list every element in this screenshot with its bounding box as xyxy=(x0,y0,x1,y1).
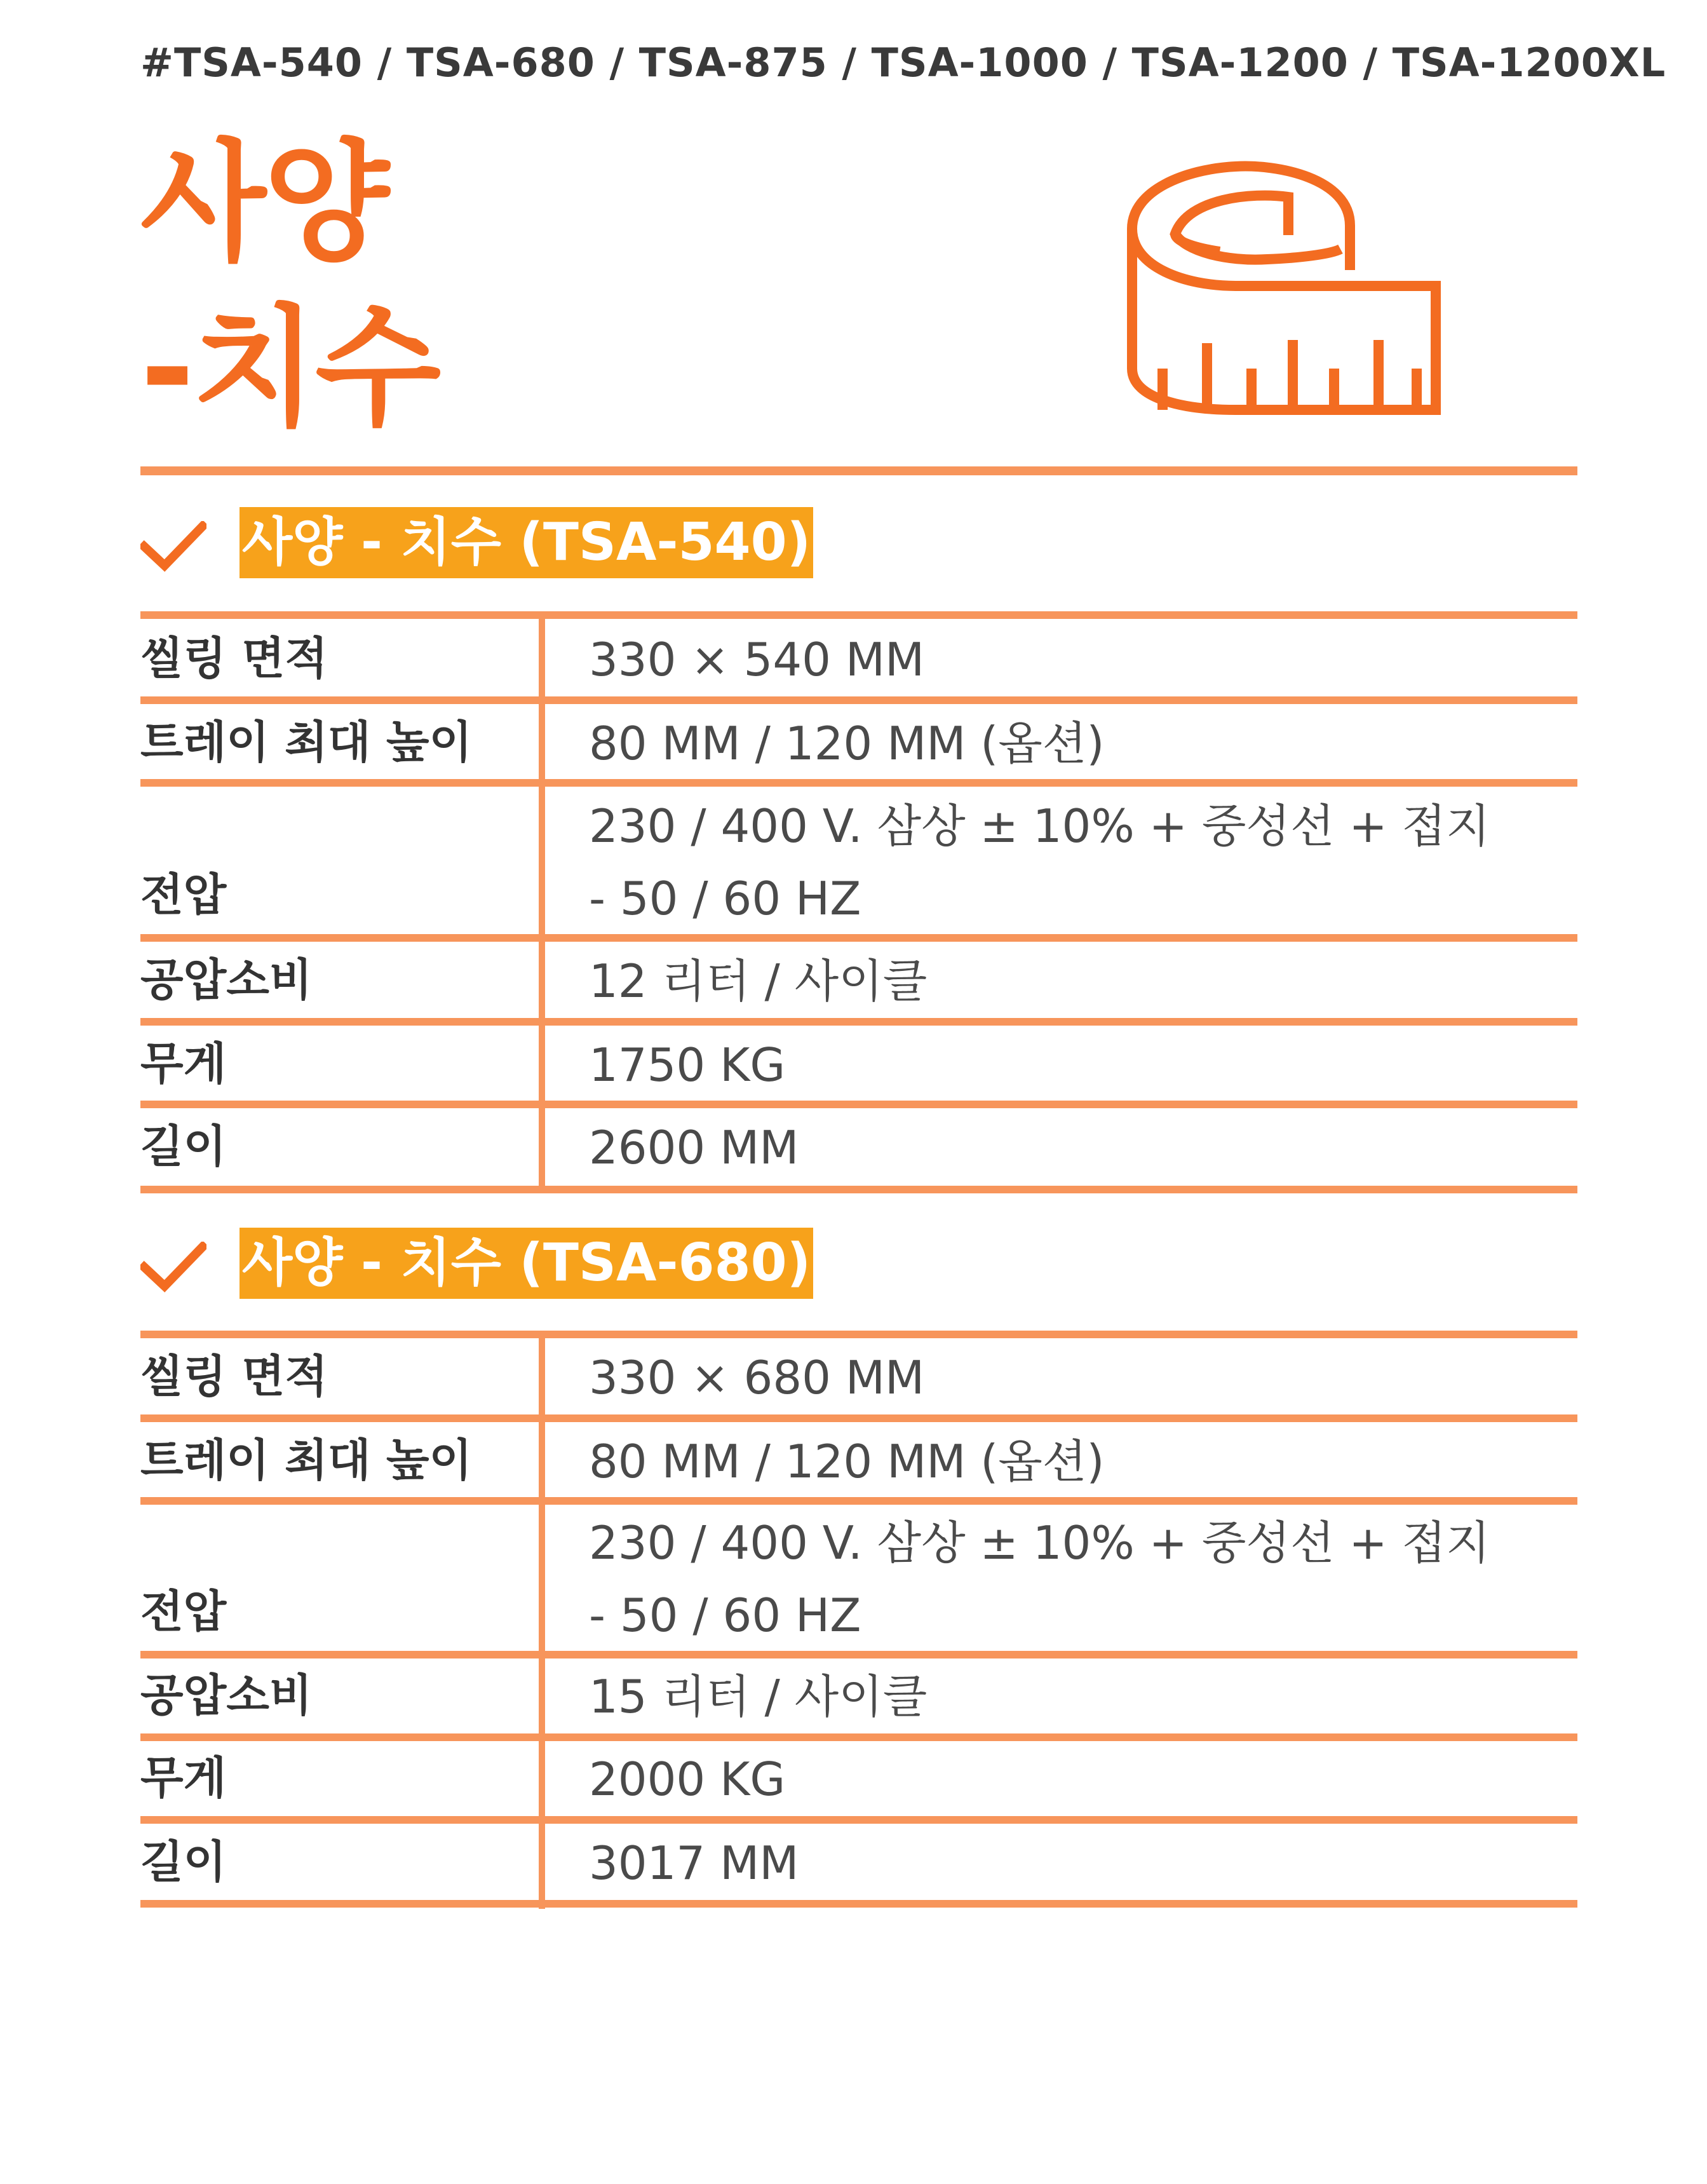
checkmark-icon xyxy=(140,1242,206,1292)
header-divider xyxy=(140,466,1577,475)
row-value-weight: 1750 KG xyxy=(589,1038,786,1092)
row-value-tray-height: 80 MM / 120 MM (옵션) xyxy=(589,1435,1105,1488)
table-rule xyxy=(140,1651,1577,1658)
row-label-voltage: 전압 xyxy=(140,1585,227,1638)
table-rule xyxy=(140,696,1577,704)
row-label-weight: 무게 xyxy=(140,1752,227,1804)
row-label-length: 길이 xyxy=(140,1836,227,1888)
section-header-tsa-680 xyxy=(140,1228,1577,1304)
table-rule xyxy=(140,1186,1577,1193)
section-header-tsa-540 xyxy=(140,507,1577,583)
row-value-length: 2600 MM xyxy=(589,1121,799,1174)
measuring-tape-icon xyxy=(1124,159,1442,426)
row-value-sealing-area: 330 × 680 MM xyxy=(589,1351,925,1404)
page-title-line1: 사양 xyxy=(140,128,388,279)
checkmark-icon xyxy=(140,521,206,572)
row-label-sealing-area: 씰링 면적 xyxy=(140,1350,328,1402)
row-label-voltage: 전압 xyxy=(140,869,227,921)
row-value-voltage: 230 / 400 V. 삼상 ± 10% + 중성선 + 접지 xyxy=(589,1516,1490,1570)
row-label-weight: 무게 xyxy=(140,1038,227,1090)
row-value-weight: 2000 KG xyxy=(589,1753,786,1806)
spec-table-tsa-540 xyxy=(140,611,1577,1196)
row-value-tray-height: 80 MM / 120 MM (옵션) xyxy=(589,717,1105,770)
row-label-sealing-area: 씰링 면적 xyxy=(140,632,328,684)
table-rule xyxy=(140,1101,1577,1108)
table-rule xyxy=(140,934,1577,942)
row-label-air-consumption: 공압소비 xyxy=(140,954,313,1006)
table-rule xyxy=(140,1816,1577,1824)
table-rule xyxy=(140,611,1577,619)
table-rule xyxy=(140,1018,1577,1026)
page-title xyxy=(140,121,438,451)
row-value-voltage-frequency: - 50 / 60 HZ xyxy=(589,1589,861,1642)
row-value-sealing-area: 330 × 540 MM xyxy=(589,633,925,686)
row-value-voltage: 230 / 400 V. 삼상 ± 10% + 중성선 + 접지 xyxy=(589,799,1490,853)
row-label-air-consumption: 공압소비 xyxy=(140,1669,313,1721)
row-value-air-consumption: 12 리터 / 사이클 xyxy=(589,954,928,1008)
table-rule xyxy=(140,779,1577,787)
row-label-tray-height: 트레이 최대 높이 xyxy=(140,716,473,768)
section-title: 사양 - 치수 (TSA-680) xyxy=(240,1228,813,1299)
table-rule xyxy=(140,1900,1577,1908)
table-rule xyxy=(140,1414,1577,1422)
row-value-voltage-frequency: - 50 / 60 HZ xyxy=(589,872,861,925)
section-title: 사양 - 치수 (TSA-540) xyxy=(240,507,813,578)
model-list: #TSA-540 / TSA-680 / TSA-875 / TSA-1000 / TSA-1200 / TSA-1200XL xyxy=(140,39,1666,86)
table-rule xyxy=(140,1733,1577,1741)
page-title-line2: -치수 xyxy=(140,293,439,444)
table-rule xyxy=(140,1331,1577,1338)
table-rule xyxy=(140,1497,1577,1505)
row-label-length: 길이 xyxy=(140,1120,227,1172)
spec-table-tsa-680 xyxy=(140,1331,1577,1915)
row-value-air-consumption: 15 리터 / 사이클 xyxy=(589,1670,928,1723)
row-value-length: 3017 MM xyxy=(589,1836,799,1890)
row-label-tray-height: 트레이 최대 높이 xyxy=(140,1434,473,1486)
